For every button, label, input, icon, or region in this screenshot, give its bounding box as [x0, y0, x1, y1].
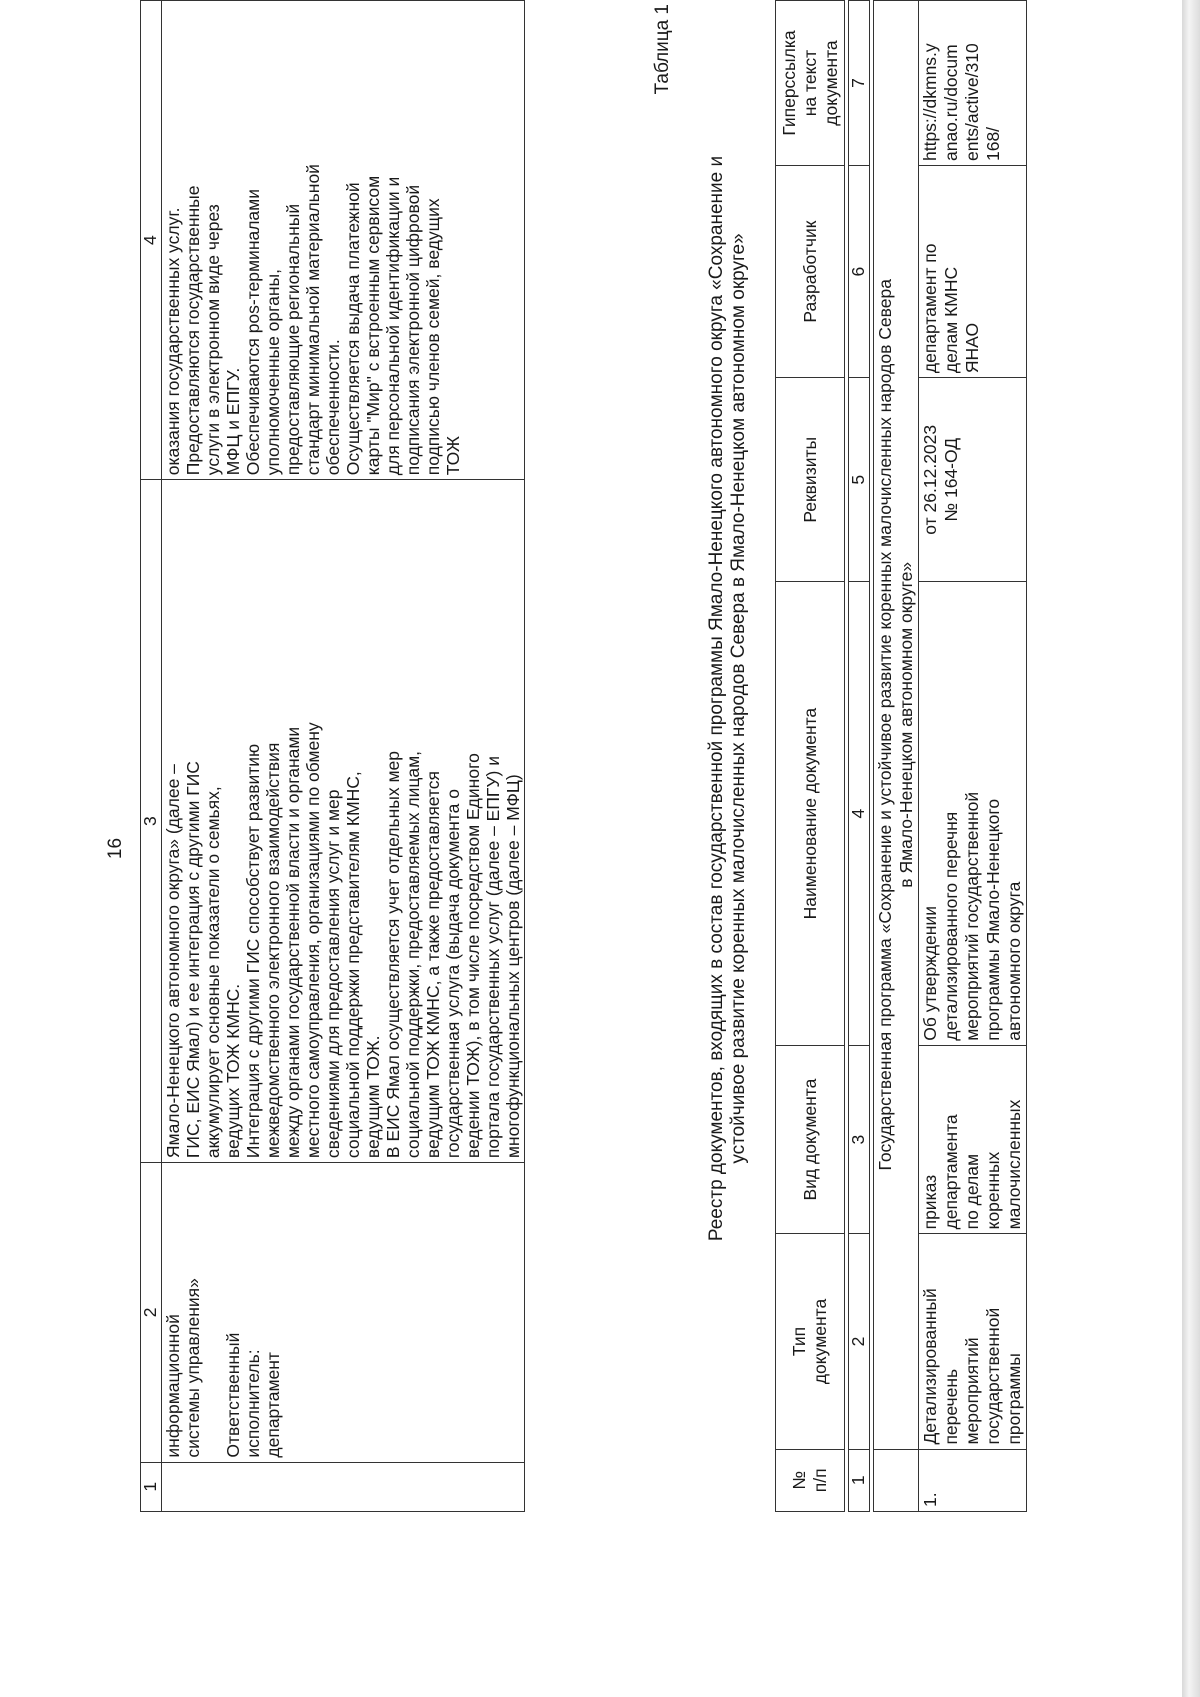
table-row	[162, 1, 525, 1512]
header-row	[776, 1, 845, 1512]
column-number: 1	[849, 1449, 870, 1511]
table-row	[919, 1, 1027, 1512]
section-title: Государственная программа «Сохранение и устойчивое развитие коренных малочисленных народов Севера в Ямало-Ненецком автономном округе»	[874, 1, 919, 1450]
continued-table	[140, 0, 525, 1512]
page-number: 16	[105, 837, 126, 860]
details-cell: от 26.12.2023 № 164-ОД	[919, 378, 1027, 582]
doc-name-cell: Об утверждении детализированного перечня мероприятий государственной программы Ямало-Ненецкого автономного округа	[919, 582, 1027, 1045]
column-number: 4	[849, 582, 870, 1045]
header-number: № п/п	[776, 1449, 845, 1511]
column-number: 7	[849, 1, 870, 166]
empty-cell	[162, 1462, 525, 1511]
doc-type-cell: Детализированный перечень мероприятий государственной программы	[919, 1234, 1027, 1449]
system-name-cell: информационной системы управления» Ответственный исполнитель: департамент	[162, 1163, 525, 1463]
header-developer: Разработчик	[776, 166, 845, 378]
column-number: 2	[141, 1163, 162, 1463]
column-number: 6	[849, 166, 870, 378]
hyperlink-cell[interactable]: https://dkmns.y anao.ru/docum ents/active/310 168/	[919, 1, 1027, 166]
header-hyperlink: Гиперссылка на текст документа	[776, 1, 845, 166]
developer-cell: департамент по делам КМНС ЯНАО	[919, 166, 1027, 378]
scan-edge	[1182, 0, 1200, 1697]
registry-title: Реестр документов, входящих в состав государственной программы Ямало-Ненецкого автономного округа «Сохранение и устойчивое развитие коренных малочисленных народов Севера в Ямало-Ненецком автономном округе»	[706, 155, 749, 1242]
description-cell: Ямало-Ненецкого автономного округа» (далее – ГИС, ЕИС Ямал) и ее интеграция с другими ГИС аккумулирует основные показатели о семьях, ведущих ТОЖ КМНС. Интеграция с другими ГИС способствует развитию межведомственного электронного взаимодействия между органами государственной власти и органами местного самоуправления, организациями по обмену сведениями для предоставления услуг и мер социальной поддержки представителям КМНС, ведущим ТОЖ. В ЕИС Ямал осуществляется учет отдельных мер социальной поддержки, предоставляемых лицам, ведущим ТОЖ КМНС, а также предоставляется государственная услуга (выдача документа о ведении ТОЖ), в том числе посредством Единого портала государственных услуг (далее – ЕПГУ) и многофункциональных центров (далее – МФЦ)	[162, 480, 525, 1163]
results-cell: оказания государственных услуг. Предоставляются государственные услуги в электронном виде через МФЦ и ЕПГУ. Обеспечиваются pos-терминалами уполномоченные органы, предоставляющие региональный стандарт минимальной материальной обеспеченности. Осуществляется выдача платежной карты "Мир" с встроенным сервисом для персональной идентификации и подписания электронной цифровой подписью членов семей, ведущих ТОЖ	[162, 1, 525, 480]
column-number: 1	[141, 1462, 162, 1511]
column-number-row	[849, 1, 870, 1512]
column-number-row	[141, 1, 162, 1512]
registry-table	[775, 0, 1027, 1512]
header-doc-name: Наименование документа	[776, 582, 845, 1045]
header-details: Реквизиты	[776, 378, 845, 582]
column-number: 5	[849, 378, 870, 582]
column-number: 3	[849, 1045, 870, 1234]
column-number: 2	[849, 1234, 870, 1449]
section-row	[874, 1, 919, 1512]
table-label: Таблица 1	[652, 4, 673, 95]
header-doc-type: Тип документа	[776, 1234, 845, 1449]
column-number: 3	[141, 480, 162, 1163]
empty-cell	[874, 1449, 919, 1511]
row-number: 1.	[919, 1449, 1027, 1511]
column-number: 4	[141, 1, 162, 480]
doc-kind-cell: приказ департамента по делам коренных малочисленных	[919, 1045, 1027, 1234]
header-doc-kind: Вид документа	[776, 1045, 845, 1234]
